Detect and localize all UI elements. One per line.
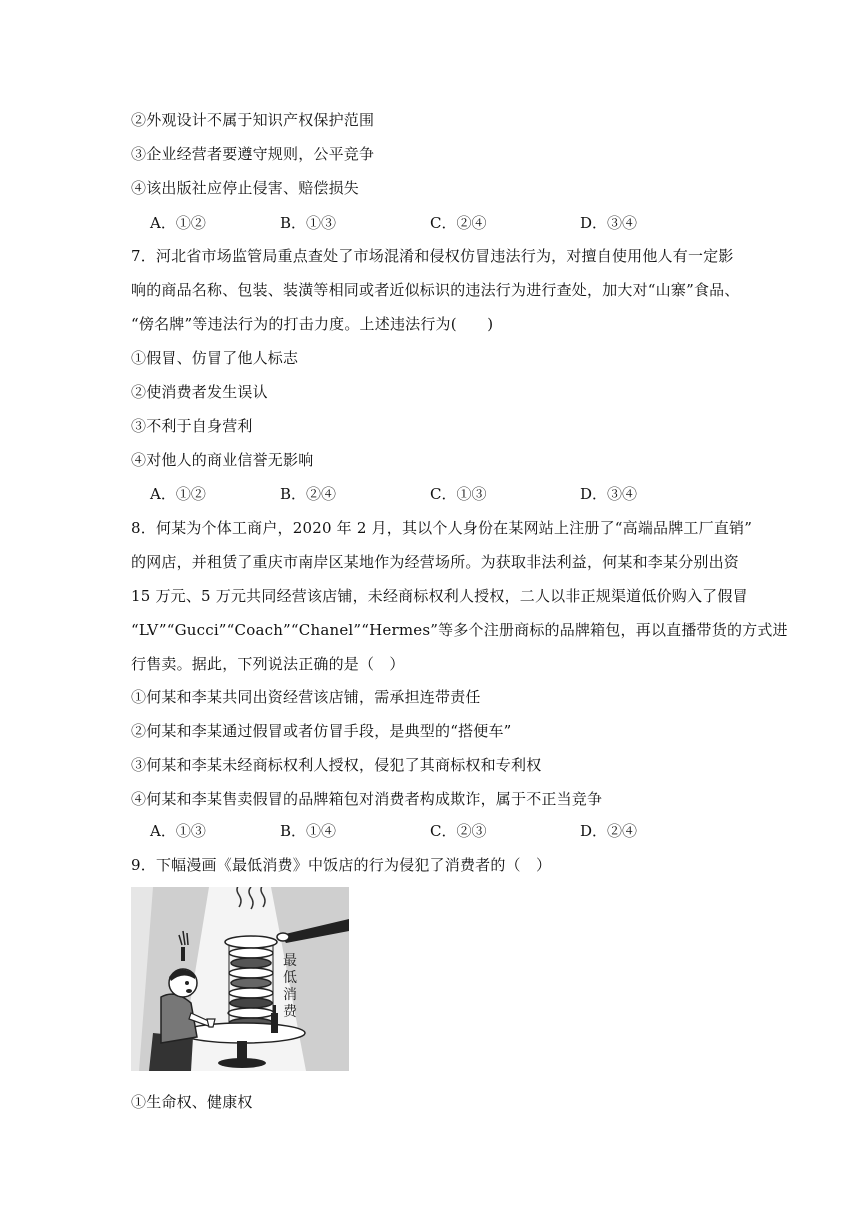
q6-option-b: B．①③ [280,214,337,232]
caption-char-2: 低 [283,970,297,986]
q6-item-3: ③企业经营者要遵守规则，公平竞争 [131,145,375,163]
q7-stem-line-3: “傍名牌”等违法行为的打击力度。上述违法行为( ) [131,315,494,333]
q6-item-2: ②外观设计不属于知识产权保护范围 [131,111,375,129]
q7-stem-line-1: 7．河北省市场监管局重点查处了市场混淆和侵权仿冒违法行为，对擅自使用他人有一定影 [131,247,734,265]
waiter-arm [281,919,349,943]
cartoon-caption [281,953,299,1021]
q7-stem-line-2: 响的商品名称、包装、装潢等相同或者近似标识的违法行为进行查处，加大对“山寨”食品、 [131,281,740,299]
q6-options [150,213,750,233]
q6-item-4: ④该出版社应停止侵害、赔偿损失 [131,179,360,197]
q8-item-3: ③何某和李某未经商标权利人授权，侵犯了其商标权和专利权 [131,756,542,774]
caption-char-3: 消 [283,987,297,1003]
q8-options [150,821,750,841]
q8-stem-line-5: 行售卖。据此，下列说法正确的是（ ） [131,655,405,673]
caption-char-1: 最 [283,953,297,969]
q6-option-d: D．③④ [580,214,638,232]
q7-option-b: B．②④ [280,485,337,503]
plate-stack [225,936,277,1028]
q6-option-c: C．②④ [430,214,487,232]
q8-stem-line-1: 8．何某为个体工商户，2020 年 2 月，其以个人身份在某网站上注册了“高端品牌工厂直销” [131,519,753,537]
q8-item-2: ②何某和李某通过假冒或者仿冒手段，是典型的“搭便车” [131,722,512,740]
q8-stem-line-2: 的网店，并租赁了重庆市南岸区某地作为经营场所。为获取非法利益，何某和李某分别出资 [131,553,740,571]
q8-stem-line-4: “LV”“Gucci”“Coach”“Chanel”“Hermes”等多个注册商标的品牌箱包，再以直播带货的方式进 [131,621,788,639]
q7-item-1: ①假冒、仿冒了他人标志 [131,349,299,367]
q7-option-a: A．①② [150,485,206,503]
dining-table [181,1023,305,1043]
q8-option-a: A．①③ [150,822,206,840]
left-light [131,887,153,1071]
q8-item-1: ①何某和李某共同出资经营该店铺，需承担连带责任 [131,688,481,706]
q8-stem-line-3: 15 万元、5 万元共同经营该店铺，未经商标权利人授权，二人以非正规渠道低价购入了假冒 [131,587,748,605]
caption-char-4: 费 [283,1004,297,1020]
q9-item-1: ①生命权、健康权 [131,1093,253,1111]
q7-item-3: ③不利于自身营利 [131,417,253,435]
q7-options [150,484,750,504]
q8-item-4: ④何某和李某售卖假冒的品牌箱包对消费者构成欺诈，属于不正当竞争 [131,790,603,808]
cartoon-illustration [131,887,349,1071]
bottle [271,1013,278,1033]
q6-option-a: A．①② [150,214,206,232]
q8-option-b: B．①④ [280,822,337,840]
q9-stem: 9．下幅漫画《最低消费》中饭店的行为侵犯了消费者的（ ） [131,856,552,874]
q8-option-c: C．②③ [430,822,487,840]
q7-item-4: ④对他人的商业信誉无影响 [131,451,314,469]
q8-option-d: D．②④ [580,822,638,840]
q7-item-2: ②使消费者发生误认 [131,383,268,401]
q7-option-c: C．①③ [430,485,487,503]
minimum-spending-cartoon [131,887,349,1071]
q7-option-d: D．③④ [580,485,638,503]
